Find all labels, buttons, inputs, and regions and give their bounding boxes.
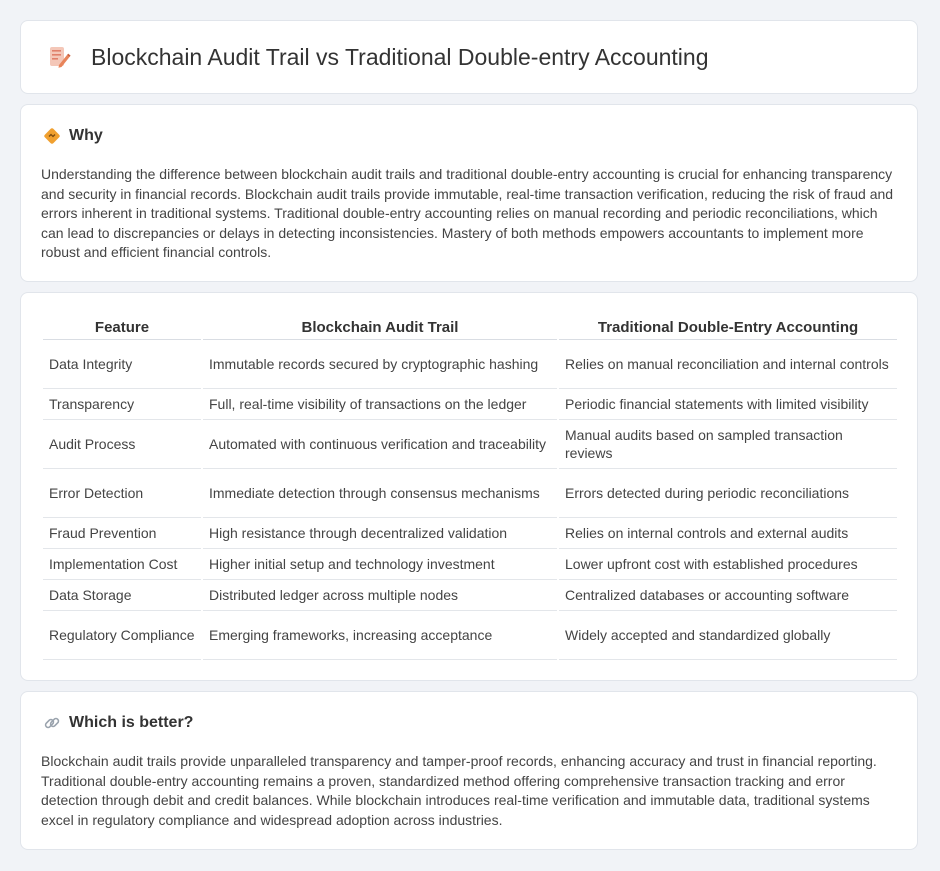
table-row (43, 340, 897, 389)
which-is-better-section (20, 691, 918, 850)
blockchain-cell: High resistance through decentralized validation (203, 518, 557, 549)
why-section (20, 104, 918, 282)
title-card (20, 20, 918, 94)
table-header-row (43, 313, 897, 340)
why-heading: Why (69, 127, 103, 144)
traditional-cell: Relies on manual reconciliation and internal controls (559, 340, 897, 389)
traditional-cell: Widely accepted and standardized globally (559, 611, 897, 660)
blockchain-cell: Higher initial setup and technology investment (203, 549, 557, 580)
blockchain-cell: Emerging frameworks, increasing acceptance (203, 611, 557, 660)
feature-cell: Implementation Cost (43, 549, 201, 580)
feature-cell: Error Detection (43, 469, 201, 518)
blockchain-cell: Automated with continuous verification and traceability (203, 420, 557, 469)
blockchain-cell: Immediate detection through consensus mechanisms (203, 469, 557, 518)
document-pencil-icon (47, 45, 71, 69)
traditional-cell: Periodic financial statements with limited visibility (559, 389, 897, 420)
feature-cell: Data Storage (43, 580, 201, 611)
column-header: Traditional Double-Entry Accounting (559, 313, 897, 340)
traditional-cell: Manual audits based on sampled transaction reviews (559, 420, 897, 469)
table-row (43, 549, 897, 580)
feature-cell: Data Integrity (43, 340, 201, 389)
blockchain-cell: Full, real-time visibility of transactions on the ledger (203, 389, 557, 420)
traditional-cell: Lower upfront cost with established procedures (559, 549, 897, 580)
feature-cell: Audit Process (43, 420, 201, 469)
table-row (43, 580, 897, 611)
blockchain-cell: Immutable records secured by cryptographic hashing (203, 340, 557, 389)
traditional-cell: Relies on internal controls and external audits (559, 518, 897, 549)
traditional-cell: Errors detected during periodic reconciliations (559, 469, 897, 518)
column-header: Blockchain Audit Trail (203, 313, 557, 340)
table-row (43, 469, 897, 518)
traditional-cell: Centralized databases or accounting software (559, 580, 897, 611)
feature-cell: Transparency (43, 389, 201, 420)
which-is-better-text: Blockchain audit trails provide unparalleled transparency and tamper-proof records, enhancing accuracy and trust in financial reporting. Traditional double-entry accounting remains a proven, standardized method offering comprehensive transaction tracking and error detection through debit and credit balances. While blockchain introduces real-time verification and immutable data, traditional systems excel in regulatory compliance and widespread adoption across industries. (41, 753, 877, 828)
table-row (43, 518, 897, 549)
table-row (43, 420, 897, 469)
feature-cell: Regulatory Compliance (43, 611, 201, 660)
blockchain-cell: Distributed ledger across multiple nodes (203, 580, 557, 611)
table-row (43, 611, 897, 660)
comparison-table (41, 313, 899, 660)
feature-cell: Fraud Prevention (43, 518, 201, 549)
table-row (43, 389, 897, 420)
link-icon (43, 714, 61, 732)
comparison-section (20, 292, 918, 681)
diamond-sign-icon (43, 127, 61, 145)
column-header: Feature (43, 313, 201, 340)
page-title: Blockchain Audit Trail vs Traditional Double-entry Accounting (91, 43, 709, 70)
why-text: Understanding the difference between blockchain audit trails and traditional double-entry accounting is crucial for enhancing transparency and security in financial records. Blockchain audit trails provide immutable, real-time transaction verification, reducing the risk of fraud and errors inherent in traditional systems. Traditional double-entry accounting relies on manual recording and periodic reconciliations, which can lead to discrepancies or delays in detecting inconsistencies. Mastery of both methods empowers accountants to implement more robust and efficient financial controls. (41, 166, 894, 261)
which-is-better-heading: Which is better? (69, 714, 194, 731)
